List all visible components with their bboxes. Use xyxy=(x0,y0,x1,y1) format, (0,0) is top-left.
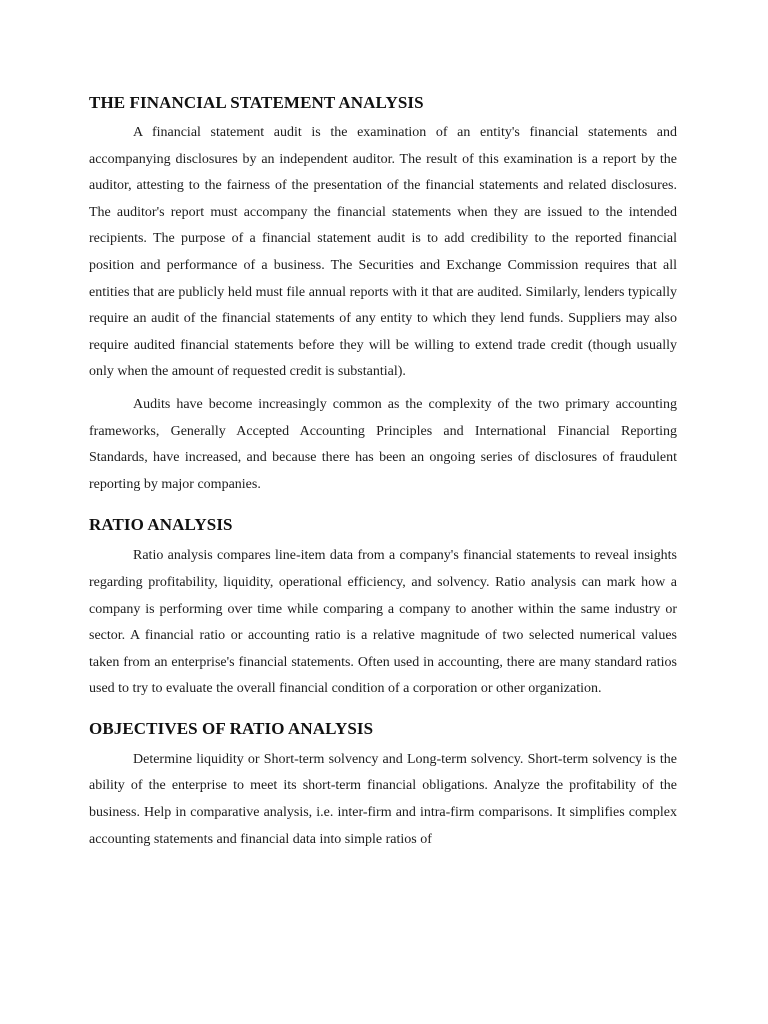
document-page xyxy=(89,92,677,853)
objectives-heading: OBJECTIVES OF RATIO ANALYSIS xyxy=(89,718,374,738)
ratio-analysis-paragraph: Ratio analysis compares line-item data from a company's financial statements to reveal insights regarding profitability, liquidity, operational efficiency, and solvency. Ratio analysis can mark how a company is performing over time while comparing a company to another within the same industry or sector. A financial ratio or accounting ratio is a relative magnitude of two selected numerical values taken from an enterprise's financial statements. Often used in accounting, there are many standard ratios used to try to evaluate the overall financial condition of a corporation or other organization. xyxy=(89,548,677,697)
audit-paragraph: A financial statement audit is the examination of an entity's financial statements and accompanying disclosures by an independent auditor. The result of this examination is a report by the auditor, attesting to the fairness of the presentation of the financial statements and related disclosures. The auditor's report must accompany the financial statements when they are issued to the intended recipients. The purpose of a financial statement audit is to add credibility to the reported financial position and performance of a business. The Securities and Exchange Commission requires that all entities that are publicly held must file annual reports with it that are audited. Similarly, lenders typically require an audit of the financial statements of any entity to which they lend funds. Suppliers may also require audited financial statements before they will be willing to extend trade credit (though usually only when the amount of requested credit is substantial). xyxy=(89,125,677,380)
audits-common-paragraph: Audits have become increasingly common as the complexity of the two primary accounting frameworks, Generally Accepted Accounting Principles and International Financial Reporting Standards, have increased, and because there has been an ongoing series of disclosures of fraudulent reporting by major companies. xyxy=(89,396,677,492)
ratio-analysis-heading: RATIO ANALYSIS xyxy=(89,515,233,535)
document-title: THE FINANCIAL STATEMENT ANALYSIS xyxy=(89,93,424,112)
objectives-paragraph: Determine liquidity or Short-term solvency and Long-term solvency. Short-term solvency is the ability of the enterprise to meet its short-term financial obligations. Analyze the profitability of the business. Help in comparative analysis, i.e. inter-firm and intra-firm comparisons. It simplifies complex accounting statements and financial data into simple ratios of xyxy=(89,751,677,847)
